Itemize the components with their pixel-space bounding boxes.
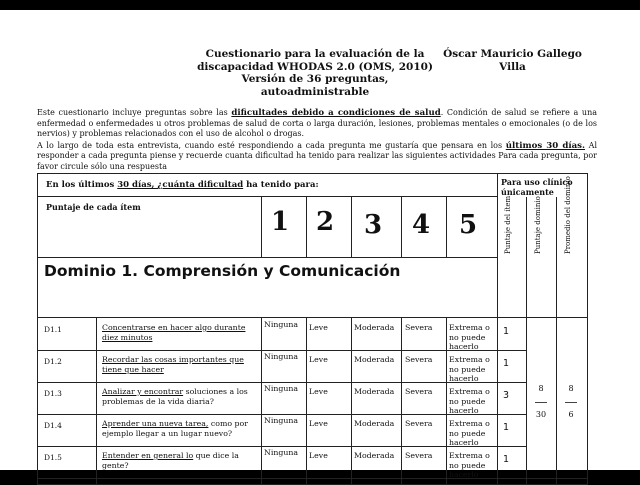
scale-5: 5 <box>459 210 478 240</box>
document-page <box>0 10 640 479</box>
grid-line <box>306 317 307 484</box>
instructions-paragraph-2 <box>37 141 597 173</box>
item-score-label: Puntaje de cada ítem <box>46 202 141 212</box>
scale-3: 3 <box>364 210 383 240</box>
answer-option[interactable]: Extrema o no puede hacerlo <box>449 387 490 415</box>
grid-line <box>261 197 262 258</box>
domain-average-numerator: 8 <box>568 384 574 393</box>
grid-line <box>446 197 447 258</box>
grid-line <box>446 317 447 484</box>
domain-average-header: Promedio del dominio <box>564 176 572 254</box>
answer-option[interactable]: Leve <box>309 451 328 460</box>
item-code: D1.4 <box>44 421 62 430</box>
answer-option[interactable]: Leve <box>309 419 328 428</box>
title-line: Cuestionario para la evaluación de la <box>205 48 425 60</box>
item-question <box>102 419 257 438</box>
domain-average-denominator: 6 <box>568 410 574 419</box>
item-question <box>102 323 257 342</box>
question-underlined: Aprender una nueva tarea, <box>102 419 209 428</box>
answer-option[interactable]: Extrema o no puede hacerlo <box>449 451 490 479</box>
answer-option[interactable]: Ninguna <box>264 448 299 457</box>
text-run: Este cuestionario incluye preguntas sobre las <box>37 108 232 117</box>
grid-line <box>38 196 497 197</box>
answer-option[interactable]: Extrema o no puede hacerlo <box>449 355 490 383</box>
table-question <box>46 180 319 190</box>
text-run: ha tenido para: <box>243 180 319 190</box>
domain-score-denominator: 30 <box>535 410 547 419</box>
question-underlined: Concentrarse en hacer algo durante diez minutos <box>102 323 246 342</box>
grid-line <box>497 174 498 484</box>
answer-option[interactable]: Severa <box>405 387 433 396</box>
answer-option[interactable]: Severa <box>405 419 433 428</box>
text-run: En los últimos <box>46 180 118 190</box>
item-code: D1.5 <box>44 453 62 462</box>
author-line: Óscar Mauricio Gallego <box>443 48 582 60</box>
grid-line <box>401 197 402 258</box>
text-run: . Condición de salud se refiere a una enfermedad o enfermedades u otros problemas de salud de corta o larga duración, lesiones, problemas mentales o emocionales (o de los nervios) y problemas relacionados con el uso de alcohol o drogas. <box>37 108 597 138</box>
answer-option[interactable]: Moderada <box>354 323 395 332</box>
clinical-use-header: Para uso clínico únicamente <box>501 177 573 197</box>
grid-line <box>306 197 307 258</box>
grid-line <box>96 317 97 484</box>
text-run: dificultades debido a condiciones de salud <box>231 108 441 118</box>
instructions <box>37 108 597 173</box>
author-name <box>440 48 585 73</box>
answer-option[interactable]: Severa <box>405 323 433 332</box>
text-run: , ¿cuánta dificultad <box>151 180 244 190</box>
scale-1: 1 <box>271 207 290 237</box>
answer-option[interactable]: Leve <box>309 387 328 396</box>
answer-option[interactable]: Ninguna <box>264 320 299 329</box>
answer-option[interactable]: Moderada <box>354 355 395 364</box>
item-code: D1.2 <box>44 357 62 366</box>
item-score: 1 <box>503 422 510 433</box>
grid-line <box>351 317 352 484</box>
item-code: D1.3 <box>44 389 62 398</box>
grid-line <box>556 197 557 484</box>
author-line: Villa <box>499 60 526 73</box>
answer-option[interactable]: Leve <box>309 323 328 332</box>
domain-score-numerator: 8 <box>538 384 544 393</box>
fraction-bar <box>565 402 577 403</box>
text-run: Al responder a cada pregunta piense y recuerde cuanta dificultad ha tenido para realizar las siguientes actividades Para cada pregunta, por favor circule sólo una respuesta <box>37 140 597 171</box>
item-score: 1 <box>503 358 510 369</box>
answer-option[interactable]: Severa <box>405 355 433 364</box>
item-question <box>102 451 257 470</box>
item-code: D1.1 <box>44 325 62 334</box>
grid-line <box>261 317 262 484</box>
item-score-header: Puntaje del ítem <box>504 195 512 254</box>
fraction-bar <box>535 402 547 403</box>
title-line: Versión de 36 preguntas, autoadministrable <box>241 73 389 98</box>
answer-option[interactable]: Extrema o no puede hacerlo <box>449 419 490 447</box>
question-rest: como por ejemplo llegar a un lugar nuevo? <box>102 419 248 438</box>
answer-option[interactable]: Ninguna <box>264 384 299 393</box>
item-question <box>102 387 257 406</box>
grid-line <box>351 197 352 258</box>
scale-4: 4 <box>412 210 431 240</box>
answer-option[interactable]: Ninguna <box>264 352 299 361</box>
questionnaire-table <box>37 173 588 485</box>
item-score: 3 <box>503 390 510 401</box>
answer-option[interactable]: Severa <box>405 451 433 460</box>
scale-2: 2 <box>316 207 335 237</box>
question-underlined: Entender en general lo <box>102 451 194 460</box>
instructions-paragraph-1 <box>37 108 597 140</box>
grid-line <box>38 257 497 258</box>
domain-title: Dominio 1. Comprensión y Comunicación <box>44 262 401 280</box>
text-run: últimos 30 días. <box>505 140 586 151</box>
grid-line <box>401 317 402 484</box>
answer-option[interactable]: Moderada <box>354 451 395 460</box>
domain-score-header: Puntaje dominio <box>534 196 542 254</box>
grid-line <box>526 197 527 484</box>
answer-option[interactable]: Moderada <box>354 387 395 396</box>
answer-option[interactable]: Extrema o no puede hacerlo <box>449 323 490 351</box>
item-score: 1 <box>503 326 510 337</box>
answer-option[interactable]: Leve <box>309 355 328 364</box>
answer-option[interactable]: Moderada <box>354 419 395 428</box>
title-line: discapacidad WHODAS 2.0 (OMS, 2010) <box>197 60 433 73</box>
grid-line <box>38 317 587 318</box>
text-run: A lo largo de toda esta entrevista, cuando esté respondiendo a cada pregunta me gustaría que pensara en los <box>37 140 506 150</box>
question-rest: soluciones a los problemas de la vida diaria? <box>102 387 248 406</box>
question-underlined: Analizar y encontrar <box>102 387 184 396</box>
item-score: 1 <box>503 454 510 465</box>
question-underlined: Recordar las cosas importantes que tiene que hacer <box>102 355 244 374</box>
answer-option[interactable]: Ninguna <box>264 416 299 425</box>
item-question <box>102 355 257 374</box>
grid-line <box>38 478 587 479</box>
text-run: 30 días <box>117 180 152 190</box>
question-rest: que dice la gente? <box>102 451 239 470</box>
document-title <box>190 48 440 98</box>
